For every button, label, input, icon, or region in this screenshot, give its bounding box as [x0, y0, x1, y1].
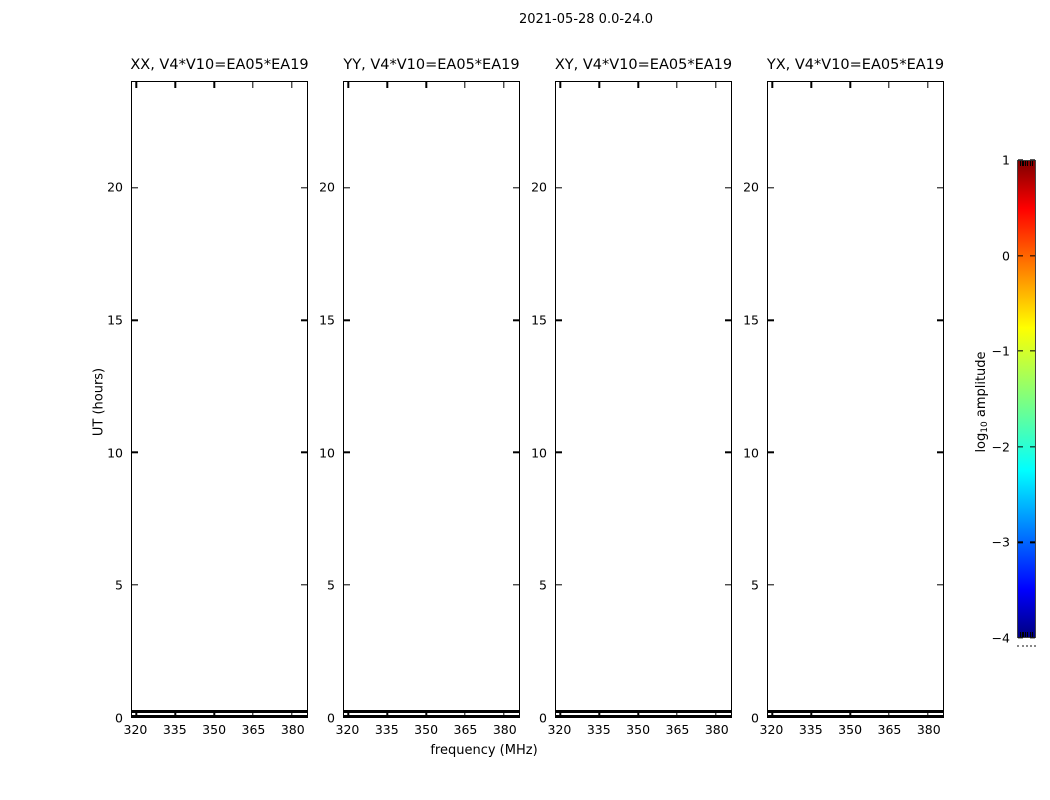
x-tick-label: 335: [586, 722, 611, 737]
x-tick: [849, 711, 850, 717]
x-tick: [252, 711, 253, 717]
x-tick: [252, 82, 253, 88]
x-tick-label: 335: [162, 722, 187, 737]
y-tick: [344, 319, 350, 320]
y-tick-label: 0: [539, 710, 547, 726]
y-tick: [937, 187, 943, 188]
y-tick-label: 20: [743, 179, 759, 195]
x-tick: [888, 711, 889, 717]
y-tick: [556, 584, 562, 585]
x-tick: [348, 82, 349, 88]
x-tick-label: 350: [414, 722, 439, 737]
x-tick: [291, 82, 292, 88]
x-tick: [291, 711, 292, 717]
x-tick-label: 335: [374, 722, 399, 737]
y-tick: [344, 452, 350, 453]
figure-title: 2021-05-28 0.0-24.0: [519, 12, 653, 27]
y-tick: [725, 187, 731, 188]
x-tick: [464, 711, 465, 717]
x-tick: [637, 82, 638, 88]
y-tick: [937, 319, 943, 320]
colorbar-end-hatch: [1032, 161, 1033, 166]
x-tick-label: 365: [453, 722, 478, 737]
colorbar-end-hatch: [1032, 632, 1033, 637]
colorbar-tick: [1018, 637, 1023, 638]
colorbar-end-hatch: [1030, 161, 1031, 166]
x-tick: [503, 82, 504, 88]
x-tick-label: 380: [492, 722, 517, 737]
colorbar-tick: [1030, 542, 1035, 543]
x-tick: [676, 711, 677, 717]
y-tick: [132, 319, 138, 320]
y-tick: [132, 452, 138, 453]
colorbar-label-subscript: 10: [980, 421, 990, 433]
x-tick-label: 365: [241, 722, 266, 737]
x-tick: [637, 711, 638, 717]
y-tick-label: 5: [539, 577, 547, 593]
x-tick: [599, 82, 600, 88]
colorbar: [991, 152, 1036, 646]
colorbar-end-hatch: [1025, 161, 1026, 166]
colorbar-tick: [1030, 637, 1035, 638]
y-tick-label: 10: [107, 445, 123, 461]
colorbar-end-hatch: [1027, 161, 1028, 166]
y-tick: [556, 452, 562, 453]
plot-area-xx: [131, 81, 308, 718]
x-tick: [676, 82, 677, 88]
y-tick-label: 15: [743, 312, 759, 328]
panel-title-yx: YX, V4*V10=EA05*EA19: [766, 57, 945, 73]
y-tick: [768, 584, 774, 585]
x-tick-label: 380: [280, 722, 305, 737]
y-tick: [556, 319, 562, 320]
y-tick-label: 10: [743, 445, 759, 461]
panel-title-xx: XX, V4*V10=EA05*EA19: [130, 57, 309, 73]
x-tick: [560, 82, 561, 88]
x-tick-label: 320: [123, 722, 148, 737]
y-tick: [301, 319, 307, 320]
colorbar-tick: [1030, 446, 1035, 447]
x-tick: [387, 82, 388, 88]
y-tick-label: 5: [327, 577, 335, 593]
x-tick-label: 320: [547, 722, 572, 737]
colorbar-tick-label: −3: [991, 534, 1010, 550]
y-tick: [768, 452, 774, 453]
y-tick: [725, 584, 731, 585]
colorbar-tick-label: 0: [1002, 248, 1010, 264]
colorbar-end-hatch: [1020, 161, 1021, 166]
x-tick: [175, 711, 176, 717]
y-tick: [344, 716, 350, 717]
colorbar-tick-label: −2: [991, 439, 1010, 455]
colorbar-gradient: [1017, 160, 1036, 638]
data-band: [556, 715, 731, 718]
colorbar-tick: [1018, 542, 1023, 543]
y-tick: [937, 584, 943, 585]
y-tick: [937, 716, 943, 717]
y-tick: [513, 187, 519, 188]
y-tick: [344, 584, 350, 585]
colorbar-tick-label: 1: [1002, 152, 1010, 168]
colorbar-tick-label: −4: [991, 630, 1010, 646]
plot-area-yy: [343, 81, 520, 718]
y-tick: [301, 187, 307, 188]
y-tick-label: 20: [107, 179, 123, 195]
data-band: [132, 715, 307, 718]
y-tick-label: 5: [751, 577, 759, 593]
y-tick: [301, 716, 307, 717]
x-tick-label: 335: [798, 722, 823, 737]
panel-xy: [531, 57, 733, 737]
x-tick: [387, 711, 388, 717]
x-tick: [927, 82, 928, 88]
panel-xx: [107, 57, 309, 737]
y-tick: [132, 187, 138, 188]
y-tick-label: 15: [319, 312, 335, 328]
x-tick: [425, 711, 426, 717]
y-tick: [132, 716, 138, 717]
x-tick-label: 350: [626, 722, 651, 737]
y-tick-label: 5: [115, 577, 123, 593]
y-tick-label: 0: [115, 710, 123, 726]
y-tick: [301, 452, 307, 453]
colorbar-end-hatch: [1022, 632, 1023, 637]
x-tick-label: 350: [202, 722, 227, 737]
y-tick-label: 0: [327, 710, 335, 726]
colorbar-tick: [1018, 351, 1023, 352]
plot-area-xy: [555, 81, 732, 718]
colorbar-bottom-dots: [1017, 645, 1036, 647]
y-tick: [725, 716, 731, 717]
x-tick: [849, 82, 850, 88]
colorbar-tick-label: −1: [991, 343, 1010, 359]
x-tick-label: 380: [704, 722, 729, 737]
y-tick-label: 10: [319, 445, 335, 461]
y-tick: [513, 584, 519, 585]
x-tick: [811, 82, 812, 88]
y-tick: [344, 187, 350, 188]
x-tick: [464, 82, 465, 88]
y-tick: [768, 187, 774, 188]
x-tick-label: 320: [335, 722, 360, 737]
y-tick: [725, 319, 731, 320]
x-tick: [503, 711, 504, 717]
x-tick: [425, 82, 426, 88]
colorbar-label-suffix: amplitude: [974, 351, 989, 422]
y-tick: [301, 584, 307, 585]
colorbar-axis-label: [974, 351, 990, 452]
y-tick: [725, 452, 731, 453]
panel-yy: [319, 57, 520, 737]
y-tick: [768, 319, 774, 320]
x-tick-label: 365: [877, 722, 902, 737]
y-tick: [556, 187, 562, 188]
data-band: [768, 710, 943, 713]
colorbar-tick: [1018, 446, 1023, 447]
y-tick: [513, 452, 519, 453]
colorbar-end-hatch: [1027, 632, 1028, 637]
y-tick: [513, 319, 519, 320]
x-tick: [213, 711, 214, 717]
colorbar-end-hatch: [1022, 161, 1023, 166]
y-tick-label: 20: [319, 179, 335, 195]
y-tick-label: 20: [531, 179, 547, 195]
x-tick: [213, 82, 214, 88]
colorbar-end-hatch: [1030, 632, 1031, 637]
y-tick-label: 15: [531, 312, 547, 328]
colorbar-tick: [1018, 255, 1023, 256]
x-tick: [715, 711, 716, 717]
x-tick: [772, 82, 773, 88]
y-tick: [768, 716, 774, 717]
data-band: [768, 715, 943, 718]
x-tick: [175, 82, 176, 88]
y-axis-label: UT (hours): [91, 367, 107, 437]
data-band: [344, 710, 519, 713]
panel-title-yy: YY, V4*V10=EA05*EA19: [343, 57, 520, 73]
colorbar-label-prefix: log: [974, 432, 989, 453]
plot-area-yx: [767, 81, 944, 718]
data-band: [344, 715, 519, 718]
panel-title-xy: XY, V4*V10=EA05*EA19: [554, 57, 733, 73]
x-axis-label: frequency (MHz): [430, 743, 538, 758]
colorbar-tick: [1030, 255, 1035, 256]
y-tick-label: 0: [751, 710, 759, 726]
x-tick: [927, 711, 928, 717]
x-tick-label: 365: [665, 722, 690, 737]
x-tick: [811, 711, 812, 717]
y-tick: [937, 452, 943, 453]
x-tick-label: 350: [838, 722, 863, 737]
colorbar-end-hatch: [1020, 632, 1021, 637]
x-tick: [136, 82, 137, 88]
x-tick: [888, 82, 889, 88]
colorbar-tick: [1030, 351, 1035, 352]
data-band: [556, 710, 731, 713]
y-tick: [132, 584, 138, 585]
y-tick-label: 15: [107, 312, 123, 328]
y-tick-label: 10: [531, 445, 547, 461]
data-band: [132, 710, 307, 713]
panel-yx: [743, 57, 945, 737]
y-tick: [556, 716, 562, 717]
x-tick-label: 380: [916, 722, 941, 737]
x-tick: [715, 82, 716, 88]
colorbar-end-hatch: [1025, 632, 1026, 637]
y-tick: [513, 716, 519, 717]
x-tick-label: 320: [759, 722, 784, 737]
x-tick: [599, 711, 600, 717]
